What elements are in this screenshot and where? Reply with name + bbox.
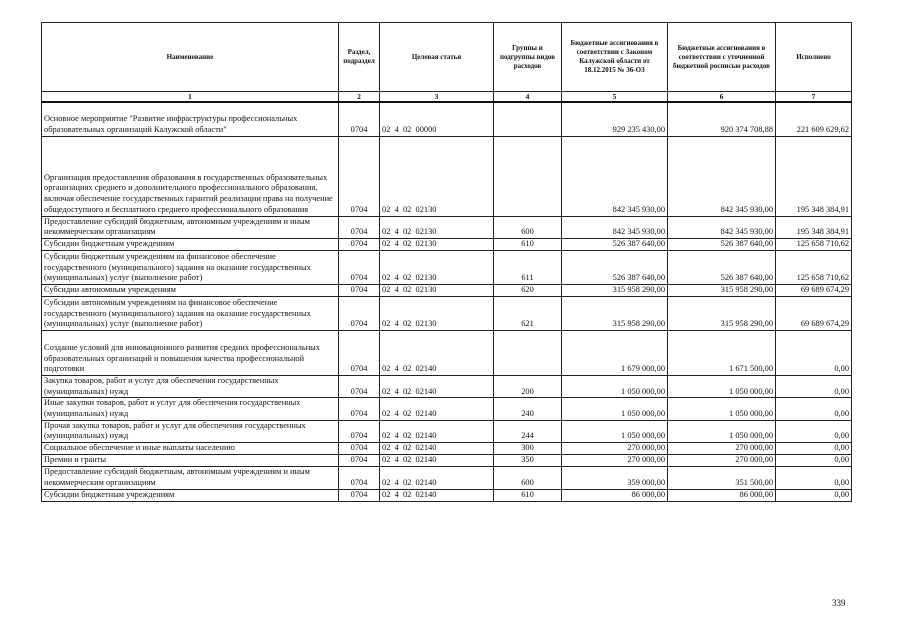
table-row bbox=[42, 284, 852, 296]
row-executed: 221 609 629,62 bbox=[776, 102, 852, 136]
table-row bbox=[42, 102, 852, 136]
column-number: 3 bbox=[380, 92, 494, 103]
row-article: 02 4 02 02140 bbox=[380, 455, 494, 467]
row-group: 600 bbox=[494, 467, 562, 489]
row-section: 0704 bbox=[339, 216, 380, 238]
row-roster-allocation: 526 387 640,00 bbox=[668, 238, 776, 250]
table-row bbox=[42, 238, 852, 250]
row-name: Субсидии автономным учреждениям на финансовое обеспечение государственного (муниципального) задания на оказание государственных (муниципальных) услуг (выполнение работ) bbox=[42, 296, 339, 330]
row-executed: 125 658 710,62 bbox=[776, 250, 852, 284]
row-executed: 0,00 bbox=[776, 443, 852, 455]
row-group: 610 bbox=[494, 238, 562, 250]
row-name: Прочая закупка товаров, работ и услуг для обеспечения государственных (муниципальных) нужд bbox=[42, 420, 339, 442]
row-law-allocation: 1 679 000,00 bbox=[562, 330, 668, 375]
row-section: 0704 bbox=[339, 467, 380, 489]
row-article: 02 4 02 02130 bbox=[380, 296, 494, 330]
row-article: 02 4 02 02140 bbox=[380, 443, 494, 455]
row-article: 02 4 02 02130 bbox=[380, 284, 494, 296]
row-roster-allocation: 270 000,00 bbox=[668, 443, 776, 455]
row-group: 610 bbox=[494, 489, 562, 501]
row-executed: 195 348 384,91 bbox=[776, 216, 852, 238]
row-name: Социальное обеспечение и иные выплаты населению bbox=[42, 443, 339, 455]
row-group: 244 bbox=[494, 420, 562, 442]
row-name: Организация предоставления образования в государственных образовательных организациях среднего и дополнительного профессионального образования, включая обеспечение государственных гарантий реализации права на получение общедоступного и бесплатного среднего профессионального образования bbox=[42, 136, 339, 216]
row-name: Основное мероприятие "Развитие инфраструктуры профессиональных образовательных организаций Калужской области" bbox=[42, 102, 339, 136]
row-name: Субсидии бюджетным учреждениям на финансовое обеспечение государственного (муниципального) задания на оказание государственных (муниципальных) услуг (выполнение работ) bbox=[42, 250, 339, 284]
column-number-row bbox=[42, 92, 852, 103]
table-row bbox=[42, 216, 852, 238]
page-number: 339 bbox=[832, 598, 846, 608]
row-law-allocation: 526 387 640,00 bbox=[562, 250, 668, 284]
row-law-allocation: 1 050 000,00 bbox=[562, 375, 668, 397]
row-name: Субсидии бюджетным учреждениям bbox=[42, 238, 339, 250]
row-name: Премии и гранты bbox=[42, 455, 339, 467]
row-roster-allocation: 526 387 640,00 bbox=[668, 250, 776, 284]
row-name: Иные закупки товаров, работ и услуг для обеспечения государственных (муниципальных) нужд bbox=[42, 398, 339, 420]
row-group: 300 bbox=[494, 443, 562, 455]
row-group bbox=[494, 136, 562, 216]
row-executed: 195 348 384,91 bbox=[776, 136, 852, 216]
row-article: 02 4 02 02140 bbox=[380, 489, 494, 501]
row-group: 600 bbox=[494, 216, 562, 238]
budget-table bbox=[41, 22, 852, 502]
row-section: 0704 bbox=[339, 420, 380, 442]
row-executed: 0,00 bbox=[776, 420, 852, 442]
row-section: 0704 bbox=[339, 443, 380, 455]
row-roster-allocation: 1 050 000,00 bbox=[668, 420, 776, 442]
row-executed: 69 689 674,29 bbox=[776, 296, 852, 330]
row-law-allocation: 929 235 430,00 bbox=[562, 102, 668, 136]
row-group bbox=[494, 102, 562, 136]
row-group: 621 bbox=[494, 296, 562, 330]
row-roster-allocation: 1 671 500,00 bbox=[668, 330, 776, 375]
table-row bbox=[42, 467, 852, 489]
row-section: 0704 bbox=[339, 375, 380, 397]
row-law-allocation: 842 345 930,00 bbox=[562, 136, 668, 216]
row-executed: 125 658 710,62 bbox=[776, 238, 852, 250]
row-law-allocation: 86 000,00 bbox=[562, 489, 668, 501]
row-name: Субсидии бюджетным учреждениям bbox=[42, 489, 339, 501]
row-name: Создание условий для инновационного развития средних профессиональных образовательных организаций и повышения качества профессиональной подготовки bbox=[42, 330, 339, 375]
row-law-allocation: 270 000,00 bbox=[562, 443, 668, 455]
table-row bbox=[42, 420, 852, 442]
row-executed: 69 689 674,29 bbox=[776, 284, 852, 296]
table-row bbox=[42, 250, 852, 284]
row-section: 0704 bbox=[339, 102, 380, 136]
header-name: Наименование bbox=[42, 23, 339, 92]
row-executed: 0,00 bbox=[776, 467, 852, 489]
row-section: 0704 bbox=[339, 136, 380, 216]
row-roster-allocation: 842 345 930,00 bbox=[668, 136, 776, 216]
row-article: 02 4 02 02140 bbox=[380, 467, 494, 489]
row-article: 02 4 02 02130 bbox=[380, 216, 494, 238]
row-group: 200 bbox=[494, 375, 562, 397]
row-name: Закупка товаров, работ и услуг для обеспечения государственных (муниципальных) нужд bbox=[42, 375, 339, 397]
row-section: 0704 bbox=[339, 489, 380, 501]
row-section: 0704 bbox=[339, 284, 380, 296]
row-article: 02 4 02 02140 bbox=[380, 420, 494, 442]
table-row bbox=[42, 375, 852, 397]
row-executed: 0,00 bbox=[776, 375, 852, 397]
row-roster-allocation: 351 500,00 bbox=[668, 467, 776, 489]
row-roster-allocation: 270 000,00 bbox=[668, 455, 776, 467]
row-law-allocation: 1 050 000,00 bbox=[562, 420, 668, 442]
row-roster-allocation: 842 345 930,00 bbox=[668, 216, 776, 238]
row-section: 0704 bbox=[339, 455, 380, 467]
row-article: 02 4 02 00000 bbox=[380, 102, 494, 136]
row-law-allocation: 526 387 640,00 bbox=[562, 238, 668, 250]
table-row bbox=[42, 489, 852, 501]
row-law-allocation: 842 345 930,00 bbox=[562, 216, 668, 238]
column-number: 6 bbox=[668, 92, 776, 103]
header-group: Группы и подгруппы видов расходов bbox=[494, 23, 562, 92]
header-law-allocations: Бюджетные ассигнования в соответствии с Законом Калужской области от 18.12.2015 № 36-ОЗ bbox=[562, 23, 668, 92]
column-number: 7 bbox=[776, 92, 852, 103]
row-roster-allocation: 1 050 000,00 bbox=[668, 375, 776, 397]
row-group: 240 bbox=[494, 398, 562, 420]
row-article: 02 4 02 02130 bbox=[380, 238, 494, 250]
table-row bbox=[42, 136, 852, 216]
row-article: 02 4 02 02140 bbox=[380, 398, 494, 420]
header-executed: Исполнено bbox=[776, 23, 852, 92]
row-roster-allocation: 315 958 290,00 bbox=[668, 284, 776, 296]
header-row bbox=[42, 23, 852, 92]
row-executed: 0,00 bbox=[776, 489, 852, 501]
column-number: 1 bbox=[42, 92, 339, 103]
row-group: 620 bbox=[494, 284, 562, 296]
row-roster-allocation: 920 374 708,88 bbox=[668, 102, 776, 136]
row-executed: 0,00 bbox=[776, 455, 852, 467]
row-section: 0704 bbox=[339, 398, 380, 420]
row-article: 02 4 02 02140 bbox=[380, 330, 494, 375]
row-name: Предоставление субсидий бюджетным, автономным учреждениям и иным некоммерческим организациям bbox=[42, 467, 339, 489]
row-article: 02 4 02 02130 bbox=[380, 250, 494, 284]
row-name: Субсидии автономным учреждениям bbox=[42, 284, 339, 296]
header-roster-allocations: Бюджетные ассигнования в соответствии с уточненной бюджетной росписью расходов bbox=[668, 23, 776, 92]
table-row bbox=[42, 296, 852, 330]
header-section: Раздел, подраздел bbox=[339, 23, 380, 92]
row-section: 0704 bbox=[339, 250, 380, 284]
column-number: 4 bbox=[494, 92, 562, 103]
row-roster-allocation: 1 050 000,00 bbox=[668, 398, 776, 420]
row-law-allocation: 1 050 000,00 bbox=[562, 398, 668, 420]
row-group: 611 bbox=[494, 250, 562, 284]
row-article: 02 4 02 02140 bbox=[380, 375, 494, 397]
row-section: 0704 bbox=[339, 238, 380, 250]
header-article: Целевая статья bbox=[380, 23, 494, 92]
row-law-allocation: 270 000,00 bbox=[562, 455, 668, 467]
table-row bbox=[42, 455, 852, 467]
row-section: 0704 bbox=[339, 296, 380, 330]
row-law-allocation: 315 958 290,00 bbox=[562, 296, 668, 330]
row-group: 350 bbox=[494, 455, 562, 467]
row-roster-allocation: 315 958 290,00 bbox=[668, 296, 776, 330]
table-row bbox=[42, 330, 852, 375]
row-law-allocation: 315 958 290,00 bbox=[562, 284, 668, 296]
row-roster-allocation: 86 000,00 bbox=[668, 489, 776, 501]
row-law-allocation: 359 000,00 bbox=[562, 467, 668, 489]
row-executed: 0,00 bbox=[776, 398, 852, 420]
column-number: 5 bbox=[562, 92, 668, 103]
table-row bbox=[42, 398, 852, 420]
column-number: 2 bbox=[339, 92, 380, 103]
row-executed: 0,00 bbox=[776, 330, 852, 375]
row-group bbox=[494, 330, 562, 375]
row-name: Предоставление субсидий бюджетным, автономным учреждениям и иным некоммерческим организациям bbox=[42, 216, 339, 238]
row-section: 0704 bbox=[339, 330, 380, 375]
row-article: 02 4 02 02130 bbox=[380, 136, 494, 216]
table-row bbox=[42, 443, 852, 455]
